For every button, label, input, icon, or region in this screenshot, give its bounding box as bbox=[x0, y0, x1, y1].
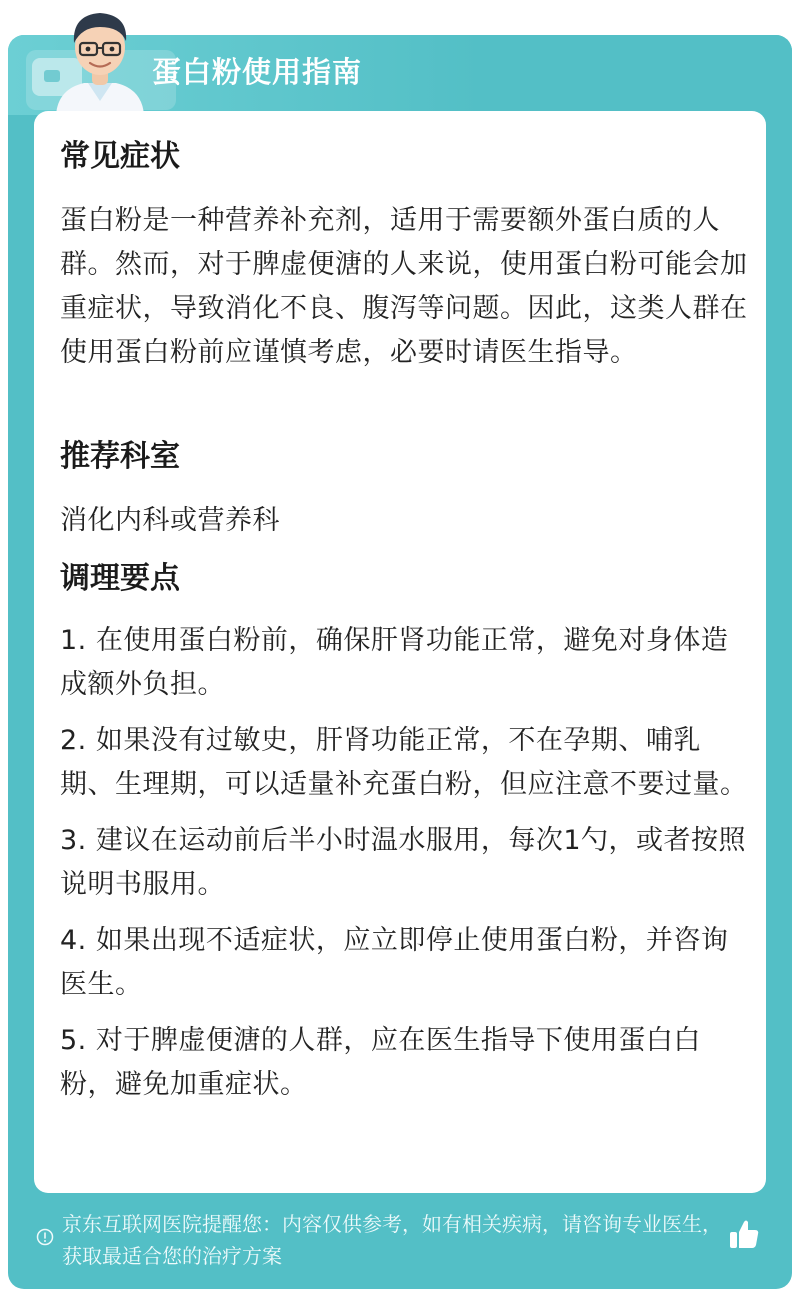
list-item: 2. 如果没有过敏史，肝肾功能正常，不在孕期、哺乳期、生理期，可以适量补充蛋白粉，但应注意不要过量。 bbox=[60, 725, 748, 800]
footer-text: 京东互联网医院提醒您：内容仅供参考，如有相关疾病，请咨询专业医生，获取最适合您的治疗方案 bbox=[62, 1212, 722, 1268]
page-title: 蛋白粉使用指南 bbox=[152, 55, 363, 89]
section-department bbox=[60, 437, 280, 543]
section-symptoms bbox=[60, 137, 750, 375]
section-heading: 调理要点 bbox=[60, 561, 180, 596]
list-item: 3. 建议在运动前后半小时温水服用，每次1勺，或者按照说明书服用。 bbox=[60, 825, 747, 900]
section-heading: 常见症状 bbox=[60, 139, 180, 174]
section-heading: 推荐科室 bbox=[60, 439, 180, 474]
list-item: 5. 对于脾虚便溏的人群，应在医生指导下使用蛋白白粉，避免加重症状。 bbox=[60, 1025, 701, 1100]
section-tips bbox=[60, 559, 750, 1107]
list-item: 1. 在使用蛋白粉前，确保肝肾功能正常，避免对身体造成额外负担。 bbox=[60, 625, 729, 700]
section-body: 蛋白粉是一种营养补充剂，适用于需要额外蛋白质的人群。然而，对于脾虚便溏的人来说，使用蛋白粉可能会加重症状，导致消化不良、腹泻等问题。因此，这类人群在使用蛋白粉前应谨慎考虑，必要时请医生指导。 bbox=[60, 205, 748, 368]
section-body: 消化内科或营养科 bbox=[60, 505, 280, 536]
footer-notice bbox=[36, 1208, 766, 1278]
thumbs-up-icon[interactable] bbox=[726, 1216, 762, 1252]
doctor-avatar-icon bbox=[48, 5, 152, 115]
info-circle-icon bbox=[36, 1228, 54, 1246]
list-item: 4. 如果出现不适症状，应立即停止使用蛋白粉，并咨询医生。 bbox=[60, 925, 729, 1000]
